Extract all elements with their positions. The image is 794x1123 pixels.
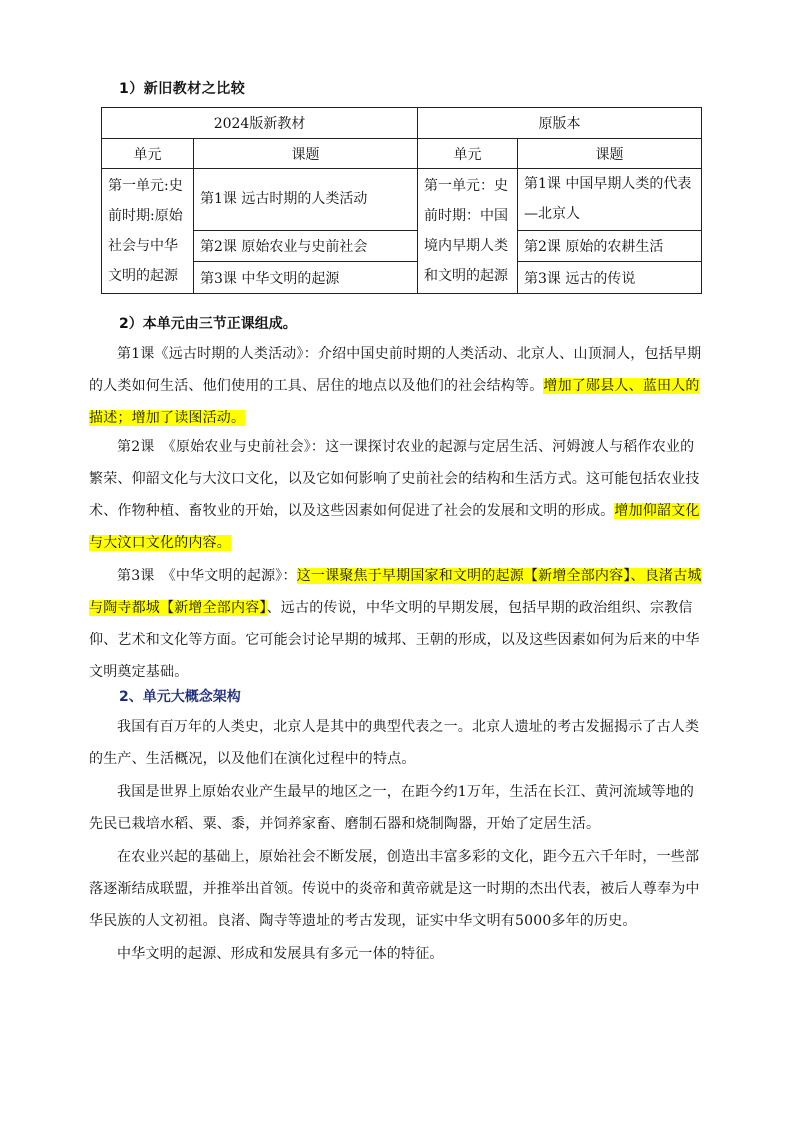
new-unit-cell: 第一单元:史前时期:原始社会与中华文明的起源: [102, 169, 194, 294]
column-header-unit: 单元: [418, 139, 518, 169]
column-header-lesson: 课题: [194, 139, 418, 169]
old-lesson-cell: 第1课 中国早期人类的代表—北京人: [518, 169, 702, 231]
lesson1-text: 第1课《远古时期的人类活动》：介绍中国史前时期的人类活动、北京人、山顶洞人，包括早期的人类如何生活、他们使用的工具、居住的地点以及他们的社会结构等。: [89, 346, 702, 394]
lesson2-paragraph: [89, 431, 703, 559]
lesson2-text: 第2课 《原始农业与史前社会》：这一课探讨农业的起源与定居生活、河姆渡人与稻作农业的繁荣、仰韶文化与大汶口文化，以及它如何影响了史前社会的结构和生活方式。这可能包括农业技术、作物种植、畜牧业的开始，以及这些因素如何促进了社会的发展和文明的形成。: [89, 439, 700, 519]
lesson2-highlight: 增加仰韶文化与大汶口文化的内容。: [89, 503, 700, 551]
new-lesson-cell: 第1课 远古时期的人类活动: [194, 169, 418, 231]
concept-paragraph: 我国是世界上原始农业产生最早的地区之一，在距今约1万年，生活在长江、黄河流域等地的先民已栽培水稻、粟、黍，并饲养家畜、磨制石器和烧制陶器，开始了定居生活。: [89, 784, 695, 832]
old-textbook-header: 原版本: [418, 108, 702, 139]
lesson1-paragraph: [89, 338, 703, 434]
new-textbook-header: 2024版新教材: [102, 108, 418, 139]
lesson3-highlight: 这一课聚焦于早期国家和文明的起源【新增全部内容】、良渚古城与陶寺都城【新增全部内容】: [89, 568, 702, 616]
section-heading-big-concept: 2、单元大概念架构: [119, 689, 241, 705]
section-heading-lessons: 2）本单元由三节正课组成。: [119, 316, 297, 332]
comparison-table: [101, 107, 702, 294]
lesson3-paragraph: [89, 560, 703, 688]
lesson3-text: 、远古的传说，中华文明的早期发展，包括早期的政治组织、宗教信仰、艺术和文化等方面。它可能会讨论早期的城邦、王朝的形成，以及这些因素如何为后来的中华文明奠定基础。: [89, 600, 700, 680]
lesson1-highlight: 增加了郧县人、蓝田人的描述；增加了读图活动。: [89, 378, 700, 426]
section-heading-comparison: 1）新旧教材之比较: [119, 81, 246, 97]
concept-paragraph: 我国有百万年的人类史，北京人是其中的典型代表之一。北京人遗址的考古发掘揭示了古人类的生产、生活概况，以及他们在演化过程中的特点。: [89, 719, 700, 767]
concept-paragraph: 在农业兴起的基础上，原始社会不断发展，创造出丰富多彩的文化，距今五六千年时，一些部落逐渐结成联盟，并推举出首领。传说中的炎帝和黄帝就是这一时期的杰出代表，被后人尊奉为中华民族的人文初祖。良渚、陶寺等遗址的考古发现，证实中华文明有5000多年的历史。: [89, 849, 700, 929]
lesson3-prefix: 第3课 《中华文明的起源》：: [117, 568, 297, 584]
concept-paragraph: 中华文明的起源、形成和发展具有多元一体的特征。: [117, 946, 444, 962]
column-header-unit: 单元: [102, 139, 194, 169]
new-lesson-cell: 第3课 中华文明的起源: [194, 262, 418, 294]
column-header-lesson: 课题: [518, 139, 702, 169]
new-lesson-cell: 第2课 原始农业与史前社会: [194, 230, 418, 262]
old-lesson-cell: 第2课 原始的农耕生活: [518, 230, 702, 262]
old-lesson-cell: 第3课 远古的传说: [518, 262, 702, 294]
old-unit-cell: 第一单元：史前时期：中国境内早期人类和文明的起源: [418, 169, 518, 294]
